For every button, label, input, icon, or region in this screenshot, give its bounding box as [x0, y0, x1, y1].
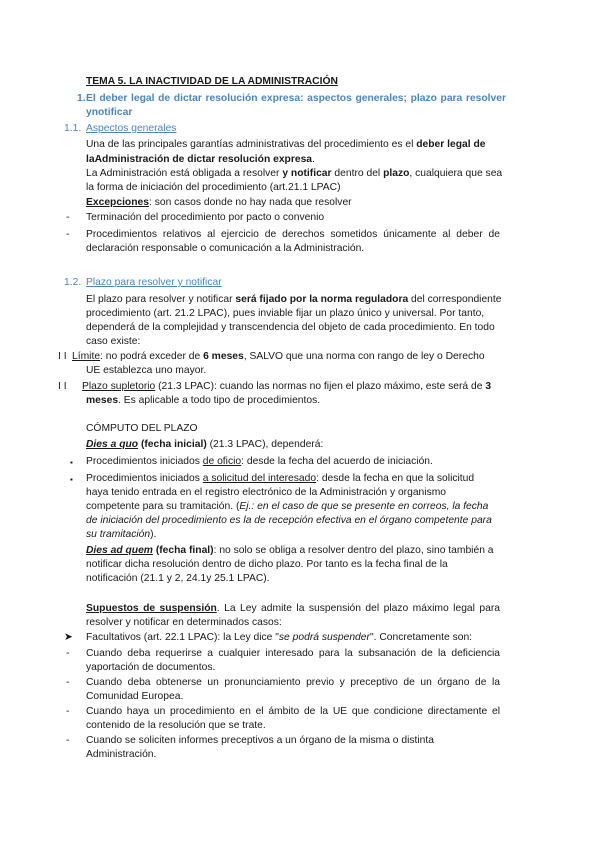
list-item-cont: Comunidad Europea. [86, 691, 184, 702]
paragraph-line: El plazo para resolver y notificar será fijado por la norma reguladora del correspondiente [86, 294, 502, 305]
list-bullet: - [66, 706, 70, 717]
list-item: Cuando haya un procedimiento en el ámbito de la UE que condicione directamente el [86, 706, 500, 717]
section-1-heading-cont: ynotificar [86, 107, 133, 118]
list-bullet: - [66, 735, 70, 746]
list-item: Cuando deba requerirse a cualquier interesado para la subsanación de la deficiencia [86, 648, 500, 659]
list-item: Procedimientos iniciados a solicitud del interesado: desde la fecha en que la solicitud [86, 473, 475, 484]
section-1-2-number: 1.2. [64, 277, 82, 288]
limit-line: Límite: no podrá exceder de 6 meses, SALVO que una norma con rango de ley o Derecho [72, 351, 485, 362]
list-item-cont: de iniciación del procedimiento es la de recepción efectiva en el órgano competente para [86, 515, 492, 526]
list-item: Procedimientos iniciados de oficio: desde la fecha del acuerdo de iniciación. [86, 456, 433, 467]
list-item-cont: su tramitación). [86, 529, 157, 540]
section-1-1-heading: Aspectos generales [86, 123, 177, 134]
document-title: TEMA 5. LA INACTIVIDAD DE LA ADMINISTRACIÓN [86, 76, 338, 87]
paragraph-line: procedimiento (art. 21.2 LPAC), pues inviable fijar un plazo único y universal. Por tanto, [86, 308, 485, 319]
paragraph-line: laAdministración de dictar resolución expresa. [86, 154, 315, 165]
list-bullet: I I [58, 381, 67, 392]
arrow-bullet: ➤ [64, 632, 73, 643]
list-bullet: - [66, 677, 70, 688]
list-item-cont: declaración responsable o comunicación a la Administración. [86, 243, 365, 254]
section-1-heading: El deber legal de dictar resolución expresa: aspectos generales; plazo para resolver [86, 93, 506, 104]
exceptions-line: Excepciones: son casos donde no hay nada que resolver [86, 197, 352, 208]
list-bullet: - [66, 229, 70, 240]
dies-ad-quem-line: Dies ad quem (fecha final): no solo se obliga a resolver dentro del plazo, sino también a [86, 545, 494, 556]
section-1-1-number: 1.1. [64, 123, 82, 134]
suspension-line: Supuestos de suspensión. La Ley admite la suspensión del plazo máximo legal para [86, 603, 500, 614]
list-bullet: - [66, 212, 70, 223]
paragraph-line: resolver y notificar en determinados casos: [86, 617, 282, 628]
computo-heading: CÓMPUTO DEL PLAZO [86, 423, 198, 434]
dies-a-quo-line: Dies a quo (fecha inicial) (21.3 LPAC), dependerá: [86, 439, 324, 450]
square-bullet: ▪ [70, 458, 73, 467]
list-item-cont: haya tenido entrada en el registro electrónico de la Administración y organismo [86, 487, 447, 498]
list-item: Cuando se soliciten informes preceptivos a un órgano de la misma o distinta [86, 735, 434, 746]
list-bullet: I I [58, 351, 67, 362]
list-item-cont: contenido de la resolución que se trate. [86, 720, 266, 731]
paragraph-line: notificar dicha resolución dentro de dicho plazo. Por tanto es la fecha final de la [86, 559, 448, 570]
section-1-number: 1. [77, 93, 86, 104]
paragraph-line: notificación (21.1 y 2, 24.1y 25.1 LPAC). [86, 573, 270, 584]
paragraph-line: La Administración está obligada a resolver y notificar dentro del plazo, cualquiera que sea [86, 168, 503, 179]
list-item: Terminación del procedimiento por pacto o convenio [86, 212, 325, 223]
list-item-cont: competente para su tramitación. (Ej.: en el caso de que se presente en correos, la fecha [86, 501, 489, 512]
list-item: Cuando deba obtenerse un pronunciamiento previo y preceptivo de un órgano de la [86, 677, 500, 688]
list-item-cont: Administración. [86, 749, 157, 760]
paragraph-line: la forma de iniciación del procedimiento (art.21.1 LPAC) [86, 182, 341, 193]
paragraph-line: Una de las principales garantías administrativas del procedimiento es el deber legal de [86, 139, 486, 150]
list-item: Procedimientos relativos al ejercicio de derechos sometidos únicamente al deber de [86, 229, 500, 240]
facultativos-line: Facultativos (art. 22.1 LPAC): la Ley dice "se podrá suspender". Concretamente son: [86, 632, 473, 643]
paragraph-line: dependerá de la complejidad y transcendencia del objeto de cada procedimiento. En todo [86, 322, 495, 333]
list-item-cont: yaportación de documentos. [86, 662, 216, 673]
section-1-2-heading: Plazo para resolver y notificar [86, 277, 222, 288]
supletorio-line: Plazo supletorio (21.3 LPAC): cuando las normas no fijen el plazo máximo, este será de 3 [82, 381, 492, 392]
limit-line-cont: UE establezca uno mayor. [86, 365, 207, 376]
list-bullet: - [66, 648, 70, 659]
square-bullet: ▪ [70, 475, 73, 484]
supletorio-line-cont: meses. Es aplicable a todo tipo de procedimientos. [86, 395, 321, 406]
paragraph-line: caso existe: [86, 336, 141, 347]
